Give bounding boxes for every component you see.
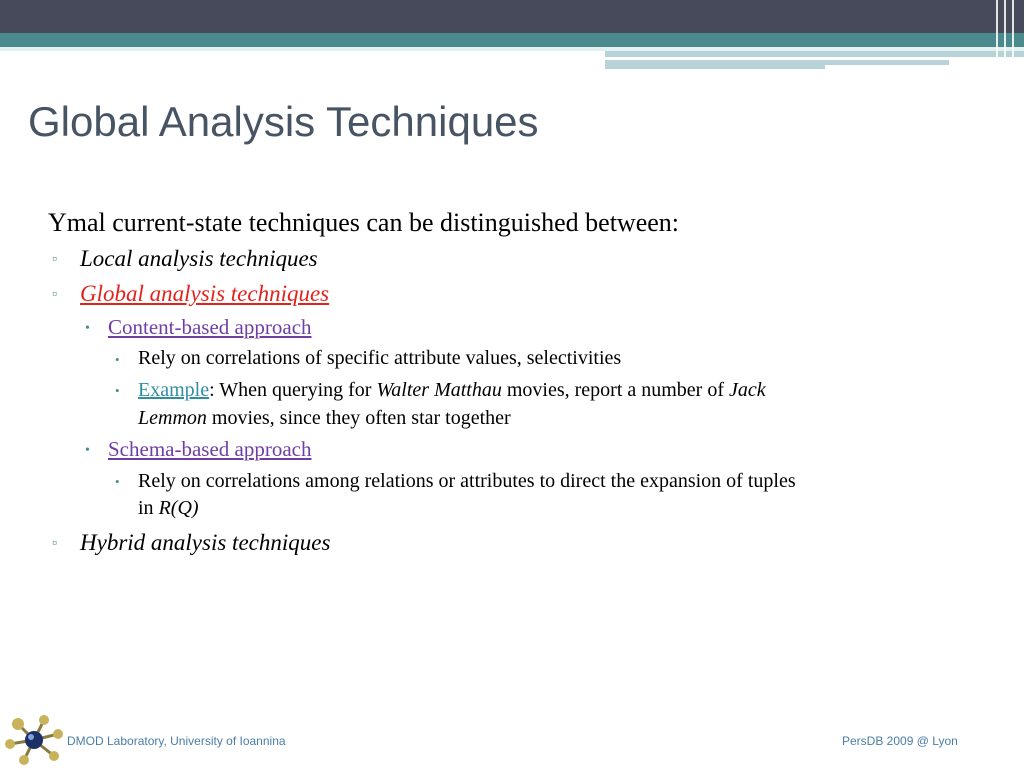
schema-rely-rq: R(Q) — [158, 497, 199, 519]
example-text-2: movies, report a number of — [501, 379, 730, 401]
bullet-square-icon: ▫ — [52, 536, 57, 551]
example-lemmon: Lemmon — [138, 407, 207, 429]
header-accent-segment-1 — [605, 51, 1024, 57]
intro-text: Ymal current-state techniques can be distinguished between: — [48, 208, 680, 237]
bullet-dot-icon: • — [85, 443, 90, 458]
bullet-dot-icon: • — [115, 474, 120, 489]
example-text-3: movies, since they often star together — [206, 407, 511, 429]
schema-based-link[interactable]: Schema-based approach — [108, 437, 312, 461]
header-vertical-line-2 — [1004, 0, 1006, 68]
header-dark-band — [0, 0, 1024, 33]
schema-rely-line-2 — [138, 495, 199, 522]
slide-title: Global Analysis Techniques — [28, 98, 539, 145]
bullet-dot-icon: • — [115, 383, 120, 398]
header-vertical-line-1 — [996, 0, 998, 68]
schema-rely-line-1: Rely on correlations among relations or attributes to direct the expansion of tuples — [138, 470, 796, 492]
header-accent-segment-3 — [825, 60, 949, 65]
example-line-2 — [138, 405, 511, 432]
content-rely-text: Rely on correlations of specific attribute values, selectivities — [138, 347, 622, 369]
header-vertical-line-3 — [1012, 0, 1014, 68]
bullet-square-icon: ▫ — [52, 287, 57, 302]
bullet-square-icon: ▫ — [52, 252, 57, 267]
footer-left: DMOD Laboratory, University of Ioannina — [67, 734, 286, 748]
example-link[interactable]: Example — [138, 379, 210, 401]
header-accent-segment-2 — [605, 60, 825, 69]
header-teal-band — [0, 33, 1024, 47]
bullet-dot-icon: • — [85, 321, 90, 336]
example-line-1 — [138, 377, 766, 404]
bullet-hybrid: Hybrid analysis techniques — [80, 530, 331, 555]
bullet-dot-icon: • — [115, 352, 120, 367]
bullet-global-link[interactable]: Global analysis techniques — [80, 281, 330, 306]
content-based-link[interactable]: Content-based approach — [108, 315, 312, 339]
example-jack: Jack — [729, 379, 766, 401]
bullet-local: Local analysis techniques — [80, 246, 318, 271]
example-walter: Walter Matthau — [376, 379, 502, 401]
molecule-logo-icon — [4, 712, 64, 766]
example-text-1: : When querying for — [209, 379, 377, 401]
schema-rely-prefix: in — [138, 497, 159, 519]
footer-right: PersDB 2009 @ Lyon — [842, 734, 958, 748]
